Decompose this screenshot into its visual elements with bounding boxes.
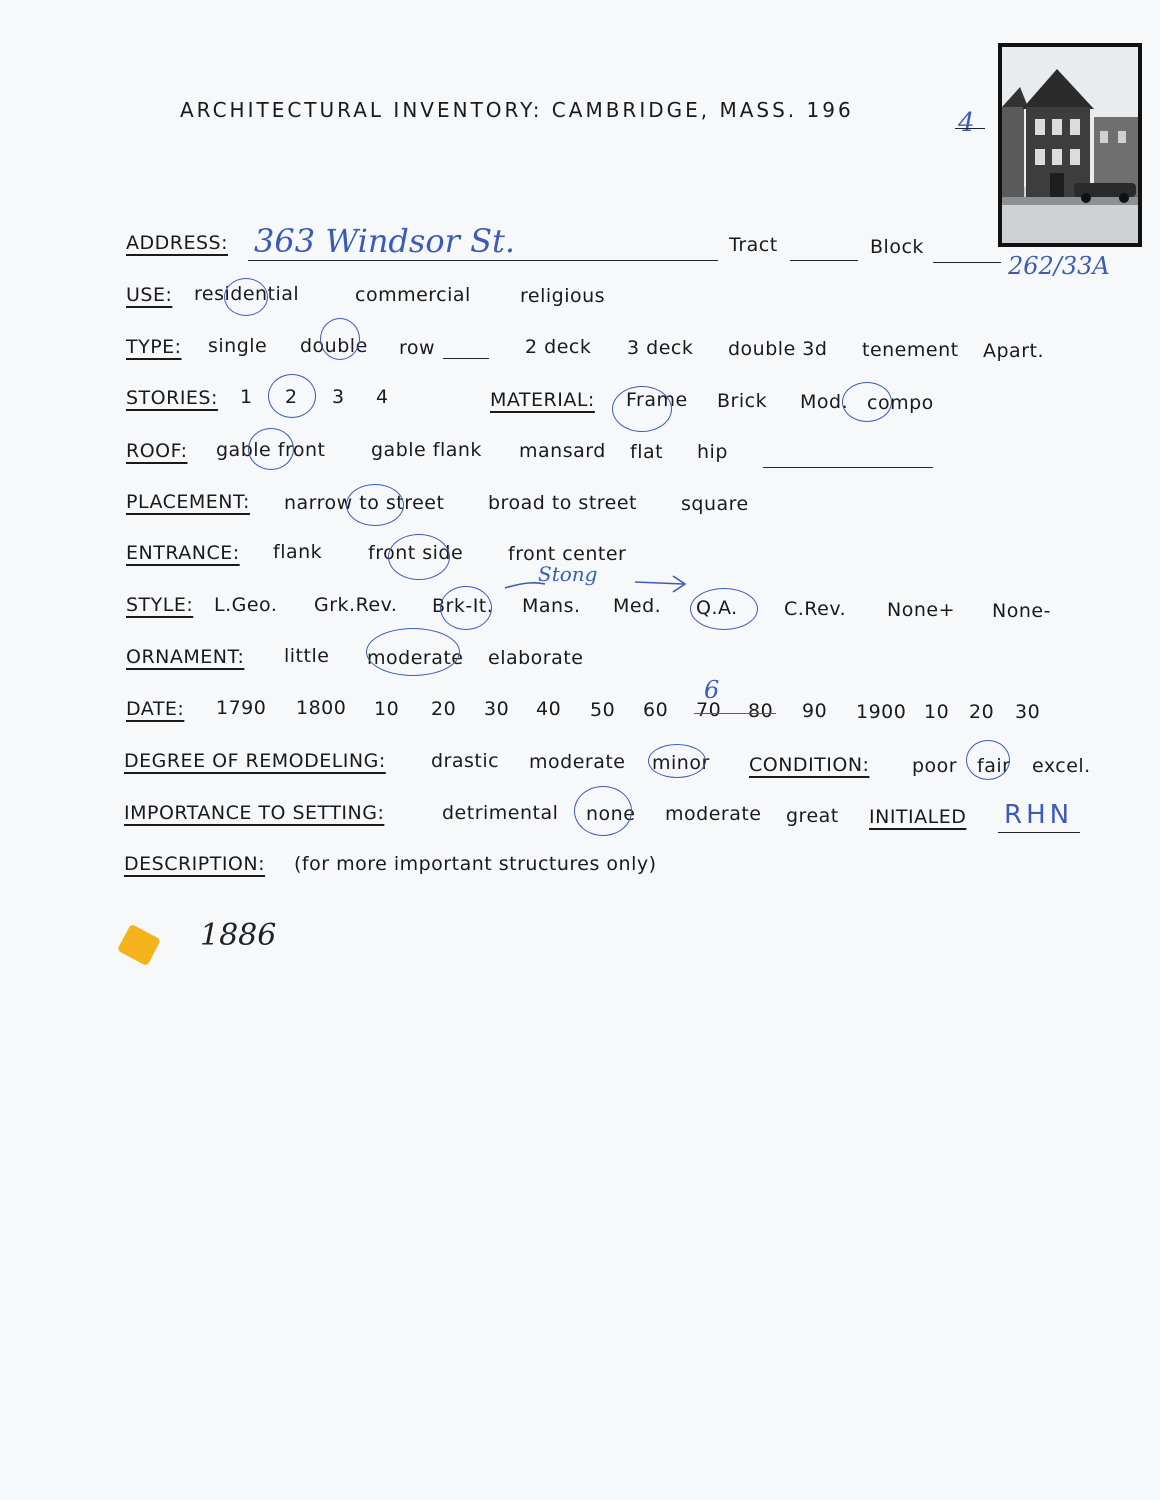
style-option: None+ [887, 599, 955, 621]
house-photo-image [1002, 47, 1138, 243]
roof-option: gable flank [371, 439, 482, 461]
initialed-line [998, 832, 1080, 833]
style-option: Grk.Rev. [314, 594, 398, 616]
date-option: 10 [374, 698, 400, 720]
date-option: 90 [802, 700, 828, 722]
condition-option: fair [977, 755, 1011, 777]
ornament-option: moderate [367, 647, 464, 669]
condition-label: CONDITION: [749, 754, 870, 776]
roof-option: mansard [519, 440, 606, 462]
roof-option: hip [697, 441, 728, 463]
selection-circle [440, 586, 492, 630]
block-line [933, 262, 1001, 263]
ornament-label: ORNAMENT: [126, 646, 245, 668]
type-option: 2 deck [525, 336, 592, 358]
selection-circle [248, 428, 294, 470]
condition-option: excel. [1032, 755, 1091, 777]
tract-label: Tract [729, 234, 778, 256]
material-option: Mod. [800, 391, 849, 413]
roof-blank [763, 467, 933, 468]
block-value: 262/33A [1008, 252, 1110, 280]
year-blank [955, 128, 985, 129]
use-option: commercial [355, 284, 471, 306]
type-option: Apart. [983, 340, 1045, 362]
type-option: single [208, 335, 268, 357]
tract-line [790, 260, 858, 261]
date-option: 50 [590, 699, 616, 721]
selection-circle [224, 278, 268, 316]
selection-circle [320, 318, 360, 360]
selection-circle [574, 786, 632, 836]
date-option: 10 [924, 701, 950, 723]
style-option: Q.A. [696, 597, 738, 619]
placement-label: PLACEMENT: [126, 491, 250, 513]
importance-option: moderate [665, 803, 762, 825]
description-handwritten: 1886 [200, 918, 277, 953]
material-option: Frame [626, 389, 688, 411]
form-title: ARCHITECTURAL INVENTORY: CAMBRIDGE, MASS. 196 [180, 98, 854, 122]
selection-circle [842, 382, 892, 422]
style-option: L.Geo. [214, 594, 278, 616]
style-option: Mans. [522, 595, 581, 617]
importance-option: detrimental [442, 802, 559, 824]
selection-circle [612, 386, 672, 432]
stories-option: 3 [332, 386, 345, 408]
style-annotation: Stong [538, 562, 598, 586]
style-label: STYLE: [126, 594, 194, 616]
use-option: residential [194, 283, 300, 305]
selection-circle [690, 588, 758, 630]
selection-circle [268, 374, 316, 418]
type-blank [443, 358, 489, 359]
importance-option: great [786, 805, 839, 827]
remodeling-option: minor [652, 752, 710, 774]
placement-option: broad to street [488, 492, 638, 514]
selection-circle [346, 484, 404, 526]
type-option: double 3d [728, 338, 828, 360]
roof-label: ROOF: [126, 440, 188, 462]
ornament-option: elaborate [488, 647, 584, 669]
entrance-option: flank [273, 541, 323, 563]
style-option: Brk-It. [432, 595, 494, 617]
date-annotation: 6 [704, 676, 720, 704]
date-option: 1900 [856, 701, 907, 723]
selection-circle [648, 744, 706, 778]
description-label: DESCRIPTION: [124, 853, 266, 875]
address-value: 363 Windsor St. [254, 222, 516, 260]
entrance-label: ENTRANCE: [126, 542, 240, 564]
date-option: 30 [1015, 701, 1041, 723]
selection-circle [388, 534, 450, 580]
type-option: 3 deck [627, 337, 694, 359]
use-option: religious [520, 285, 606, 307]
material-label: MATERIAL: [490, 389, 595, 411]
address-label: ADDRESS: [126, 232, 228, 254]
address-line [248, 260, 718, 261]
entrance-option: front side [368, 542, 464, 564]
date-option: 1800 [296, 697, 347, 719]
date-option: 30 [484, 698, 510, 720]
style-arrow [495, 570, 695, 600]
date-option: 1790 [216, 697, 267, 719]
house-photo [998, 43, 1142, 247]
material-option: compo [867, 392, 934, 414]
selection-circle [366, 628, 460, 676]
placement-option: narrow to street [284, 492, 445, 514]
use-label: USE: [126, 284, 173, 306]
date-label: DATE: [126, 698, 185, 720]
roof-option: flat [630, 441, 664, 463]
stories-option: 2 [285, 386, 298, 408]
roof-option: gable front [216, 439, 326, 461]
date-option: 60 [643, 699, 669, 721]
importance-option: none [586, 803, 636, 825]
placement-option: square [681, 493, 749, 515]
date-option: 20 [431, 698, 457, 720]
stories-option: 1 [240, 386, 253, 408]
block-label: Block [870, 236, 924, 258]
type-option: tenement [862, 339, 959, 361]
stories-label: STORIES: [126, 387, 218, 409]
date-range-mark [694, 713, 776, 714]
year-suffix: 4 [958, 108, 975, 138]
description-note: (for more important structures only) [294, 853, 657, 875]
date-option: 80 [748, 700, 774, 722]
importance-label: IMPORTANCE TO SETTING: [124, 802, 385, 824]
date-option: 20 [969, 701, 995, 723]
initialed-value: RHN [1004, 800, 1074, 830]
style-option: None- [992, 600, 1051, 622]
type-label: TYPE: [126, 336, 182, 358]
style-option: C.Rev. [784, 598, 847, 620]
remodeling-option: moderate [529, 751, 626, 773]
selection-circle [966, 740, 1010, 780]
sticker [117, 924, 161, 966]
style-option: Med. [613, 595, 662, 617]
remodeling-label: DEGREE OF REMODELING: [124, 750, 386, 772]
type-option: double [300, 335, 368, 357]
ornament-option: little [284, 645, 330, 667]
date-option: 70 [696, 699, 722, 721]
remodeling-option: drastic [431, 750, 500, 772]
material-option: Brick [717, 390, 768, 412]
type-option: row [399, 337, 436, 359]
entrance-option: front center [508, 543, 627, 565]
condition-option: poor [912, 755, 958, 777]
stories-option: 4 [376, 386, 389, 408]
date-option: 40 [536, 698, 562, 720]
initialed-label: INITIALED [869, 806, 967, 828]
